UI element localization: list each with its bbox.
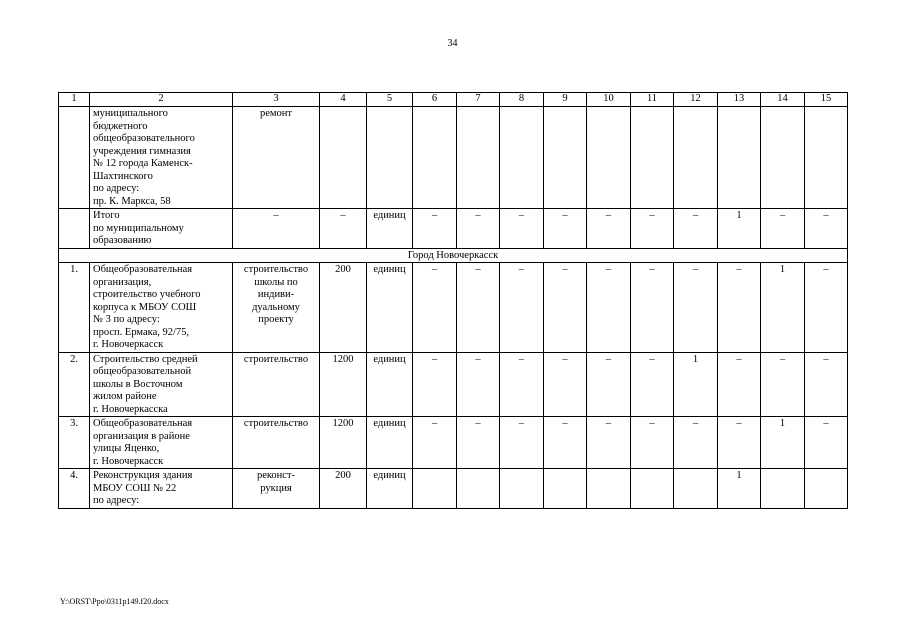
table-cell: [367, 107, 413, 209]
table-cell: 1: [718, 469, 761, 509]
table-cell: 1.: [59, 263, 90, 353]
table-cell: 4.: [59, 469, 90, 509]
section-title: Город Новочеркасск: [59, 248, 848, 263]
table-cell: единиц: [367, 417, 413, 469]
table-cell: [805, 469, 848, 509]
table-cell: [631, 107, 674, 209]
table-cell: Общеобразовательная организация, строительство учебного корпуса к МБОУ СОШ № 3 по адресу: просп. Ермака, 92/75, г. Новочеркасск: [90, 263, 233, 353]
table-cell: 3.: [59, 417, 90, 469]
table-cell: ремонт: [233, 107, 320, 209]
table-cell: –: [457, 352, 500, 417]
table-cell: –: [544, 263, 587, 353]
column-number-header: 10: [587, 93, 631, 107]
table-cell: Итого по муниципальному образованию: [90, 209, 233, 249]
table-cell: Общеобразовательная организация в районе улицы Яценко, г. Новочеркасск: [90, 417, 233, 469]
column-number-header: 12: [674, 93, 718, 107]
table-cell: [59, 209, 90, 249]
table-cell: [413, 469, 457, 509]
page-number: 34: [447, 38, 458, 49]
table-cell: [761, 107, 805, 209]
column-number-header: 1: [59, 93, 90, 107]
table-cell: [500, 107, 544, 209]
table-row: [59, 209, 848, 249]
column-number-header: 14: [761, 93, 805, 107]
table-cell: –: [500, 352, 544, 417]
table-cell: реконст- рукция: [233, 469, 320, 509]
table-cell: –: [718, 263, 761, 353]
table-cell: –: [500, 263, 544, 353]
table-cell: 1200: [320, 352, 367, 417]
table-row: [59, 263, 848, 353]
table-cell: –: [413, 263, 457, 353]
table-cell: [587, 469, 631, 509]
table-cell: [457, 469, 500, 509]
table-cell: –: [805, 352, 848, 417]
table-cell: [544, 469, 587, 509]
column-number-header: 11: [631, 93, 674, 107]
table-cell: 2.: [59, 352, 90, 417]
table-cell: [500, 469, 544, 509]
table-cell: 1: [674, 352, 718, 417]
table-cell: –: [413, 209, 457, 249]
table-cell: [544, 107, 587, 209]
column-number-header: 3: [233, 93, 320, 107]
table-cell: –: [413, 352, 457, 417]
table-cell: 1: [761, 263, 805, 353]
column-number-header: 2: [90, 93, 233, 107]
table-row: [59, 417, 848, 469]
table-cell: –: [761, 352, 805, 417]
table-cell: –: [587, 209, 631, 249]
table-cell: 1200: [320, 417, 367, 469]
table-cell: –: [805, 417, 848, 469]
table-cell: [587, 107, 631, 209]
column-number-header: 6: [413, 93, 457, 107]
table-cell: [413, 107, 457, 209]
table-cell: –: [457, 209, 500, 249]
table-cell: [674, 469, 718, 509]
table-cell: строительство: [233, 417, 320, 469]
table-cell: –: [320, 209, 367, 249]
table-cell: –: [500, 209, 544, 249]
table-cell: [718, 107, 761, 209]
table-cell: –: [544, 417, 587, 469]
table-cell: –: [718, 417, 761, 469]
header-row: [59, 93, 848, 107]
table-cell: –: [631, 263, 674, 353]
table-cell: –: [544, 352, 587, 417]
table-row: [59, 352, 848, 417]
table-cell: 200: [320, 469, 367, 509]
table-cell: [674, 107, 718, 209]
column-number-header: 9: [544, 93, 587, 107]
table-cell: единиц: [367, 209, 413, 249]
data-table: [58, 92, 848, 509]
table-cell: единиц: [367, 469, 413, 509]
table-cell: муниципального бюджетного общеобразовательного учреждения гимназия № 12 города Каменск- Шахтинского по адресу: пр. К. Маркса, 58: [90, 107, 233, 209]
table-cell: [631, 469, 674, 509]
table-cell: –: [587, 417, 631, 469]
table-cell: [805, 107, 848, 209]
file-path-footer: Y:\ORST\Ppo\0311p149.f20.docx: [60, 597, 169, 606]
table-cell: –: [544, 209, 587, 249]
table-cell: Строительство средней общеобразовательной школы в Восточном жилом районе г. Новочеркасска: [90, 352, 233, 417]
table-cell: –: [587, 263, 631, 353]
table-cell: –: [457, 417, 500, 469]
table-cell: –: [500, 417, 544, 469]
column-number-header: 15: [805, 93, 848, 107]
table-row: [59, 469, 848, 509]
table-cell: [59, 107, 90, 209]
table-cell: 1: [718, 209, 761, 249]
column-number-header: 8: [500, 93, 544, 107]
table-cell: –: [674, 417, 718, 469]
table-cell: Реконструкция здания МБОУ СОШ № 22 по адресу:: [90, 469, 233, 509]
table-cell: –: [674, 263, 718, 353]
table-cell: –: [413, 417, 457, 469]
table-cell: строительство: [233, 352, 320, 417]
column-number-header: 4: [320, 93, 367, 107]
column-number-header: 13: [718, 93, 761, 107]
table-cell: [320, 107, 367, 209]
table-cell: –: [587, 352, 631, 417]
table-cell: –: [233, 209, 320, 249]
table-cell: –: [631, 209, 674, 249]
table-cell: –: [631, 352, 674, 417]
table-cell: –: [761, 209, 805, 249]
table-cell: –: [457, 263, 500, 353]
table-cell: единиц: [367, 263, 413, 353]
table-cell: [761, 469, 805, 509]
table-row: [59, 107, 848, 209]
table-cell: –: [805, 209, 848, 249]
table-cell: [457, 107, 500, 209]
section-row: [59, 248, 848, 263]
table-cell: 200: [320, 263, 367, 353]
table-cell: –: [805, 263, 848, 353]
table-cell: единиц: [367, 352, 413, 417]
table-cell: –: [631, 417, 674, 469]
column-number-header: 7: [457, 93, 500, 107]
table-cell: –: [674, 209, 718, 249]
table-cell: –: [718, 352, 761, 417]
column-number-header: 5: [367, 93, 413, 107]
table-cell: 1: [761, 417, 805, 469]
table-cell: строительство школы по индиви- дуальному проекту: [233, 263, 320, 353]
